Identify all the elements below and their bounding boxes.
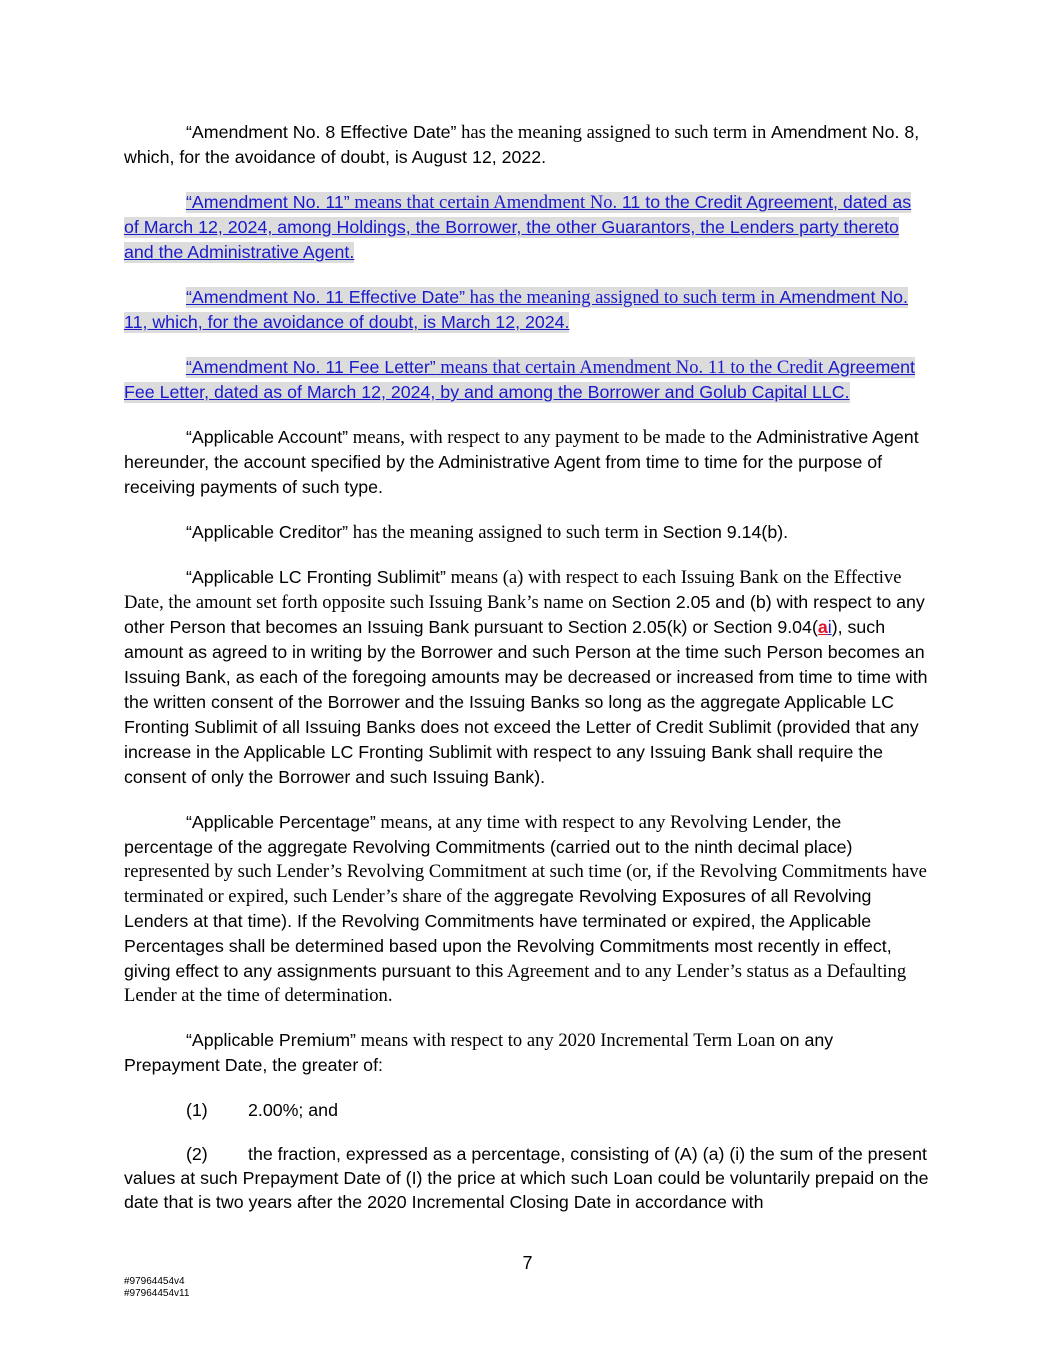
definition-applicable-percentage <box>124 810 930 1008</box>
definition-text: means, at any time with respect to any Revolving <box>375 812 753 833</box>
definition-amendment-11-effective-date <box>124 285 930 335</box>
defined-term: “Amendment No. 11 Effective Date” <box>186 287 466 307</box>
definition-text: Section 9.14(b). <box>662 522 789 542</box>
definition-text: Amendment No. 8, which, for the avoidance of doubt, is August 12, 2022. <box>124 122 920 167</box>
definition-text: aggregate Revolving Exposures of all Revolving Lenders at that time). If the Revolving Commitments have terminated or expired, the Applicable Percentages shall be determined based upon the Revolving Commitments most recently in effect, giving effect to any assignments pursuant to this <box>124 886 892 981</box>
definition-applicable-lc-fronting-sublimit <box>124 565 930 790</box>
definition-text: means with respect to any 2020 Incremental Term Loan <box>355 1030 780 1051</box>
defined-term: “Applicable Premium” <box>186 1030 356 1050</box>
definition-text: has the meaning assigned to such term in <box>348 522 663 543</box>
list-item-text: the fraction, expressed as a percentage, consisting of (A) (a) (i) the sum of the present values at such Prepayment Date of (I) the price at which such Loan could be voluntarily prepaid on the date that is two years after the 2020 Incremental Closing Date in accordance with <box>124 1144 929 1212</box>
list-item-number: (2) <box>186 1144 208 1164</box>
definition-applicable-creditor <box>124 520 930 545</box>
document-id: #97964454v4 <box>124 1276 185 1287</box>
definition-text: 11 to the Credit Agreement, dated as of March 12, 2024, among Holdings, the Borrower, the other Guarantors, the Lenders party thereto and the Administrative Agent. <box>124 192 912 262</box>
definition-text: has the meaning assigned to such term in <box>456 122 771 143</box>
list-item-text: 2.00%; and <box>248 1100 338 1120</box>
definition-text: has the meaning assigned to such term in <box>465 287 780 308</box>
document-ids <box>124 1276 189 1300</box>
definition-text: Agreement Fee Letter, dated as of March 12, 2024, by and among the Borrower and Golub Capital LLC. <box>124 357 915 402</box>
definition-text: means that certain Amendment No. 11 to the Credit <box>435 357 828 378</box>
definition-text: represented by such Lender’s Revolving Commitment at such time (or, if the Revolving Commitments have terminated or expired, such Lender’s share of the <box>124 861 927 907</box>
defined-term: “Amendment No. 8 Effective Date” <box>186 122 457 142</box>
tracked-deletion: a <box>817 617 828 637</box>
definition-text: means that certain Amendment No. <box>349 192 622 213</box>
list-item <box>124 1142 930 1214</box>
list-item-number: (1) <box>186 1100 208 1120</box>
definition-text: Agreement and to any Lender’s status as a Defaulting Lender at the time of determination. <box>124 961 907 1006</box>
list-item <box>124 1098 930 1122</box>
definition-text: Amendment No. 11, which, for the avoidance of doubt, is March 12, 2024. <box>124 287 908 332</box>
defined-term: “Applicable Percentage” <box>186 812 376 832</box>
defined-term: “Applicable LC Fronting Sublimit” <box>186 567 446 587</box>
definition-applicable-account <box>124 425 930 500</box>
defined-term: “Amendment No. 11 Fee Letter” <box>186 357 436 377</box>
definition-text: means, with respect to any payment to be made to the <box>348 427 757 448</box>
document-id: #97964454v11 <box>124 1288 190 1299</box>
definition-amendment-8-effective-date <box>124 120 930 170</box>
tracked-insertion: i <box>827 617 832 637</box>
definition-amendment-11 <box>124 190 930 265</box>
document-body <box>124 120 930 1214</box>
definition-applicable-premium <box>124 1028 930 1078</box>
definition-amendment-11-fee-letter <box>124 355 930 405</box>
definition-text: Section 2.05 and (b) with respect to any other Person that becomes an Issuing Bank pursuant to Section 2.05(k) or Section 9.04( <box>124 592 925 637</box>
definition-text: means (a) with respect to each Issuing Bank on the Effective Date, the amount set forth opposite such Issuing Bank’s name on <box>124 567 902 613</box>
defined-term: “Amendment No. 11” <box>186 192 350 212</box>
page-number: 7 <box>522 1253 533 1273</box>
definition-text: on any Prepayment Date, the greater of: <box>124 1030 834 1075</box>
definition-text: Administrative Agent hereunder, the account specified by the Administrative Agent from time to time for the purpose of receiving payments of such type. <box>124 427 919 497</box>
definition-text: Lender, the percentage of the aggregate Revolving Commitments (carried out to the ninth decimal place) <box>124 812 853 857</box>
defined-term: “Applicable Account” <box>186 427 349 447</box>
defined-term: “Applicable Creditor” <box>186 522 349 542</box>
definition-text: ), such amount as agreed to in writing by the Borrower and such Person at the time such Person becomes an Issuing Bank, as each of the foregoing amounts may be decreased or increased from time to time with the written consent of the Borrower and the Issuing Banks so long as the aggregate Applicable LC Fronting Sublimit of all Issuing Banks does not exceed the Letter of Credit Sublimit (provided that any increase in the Applicable LC Fronting Sublimit with respect to any Issuing Bank shall require the consent of only the Borrower and such Issuing Bank). <box>124 617 928 787</box>
